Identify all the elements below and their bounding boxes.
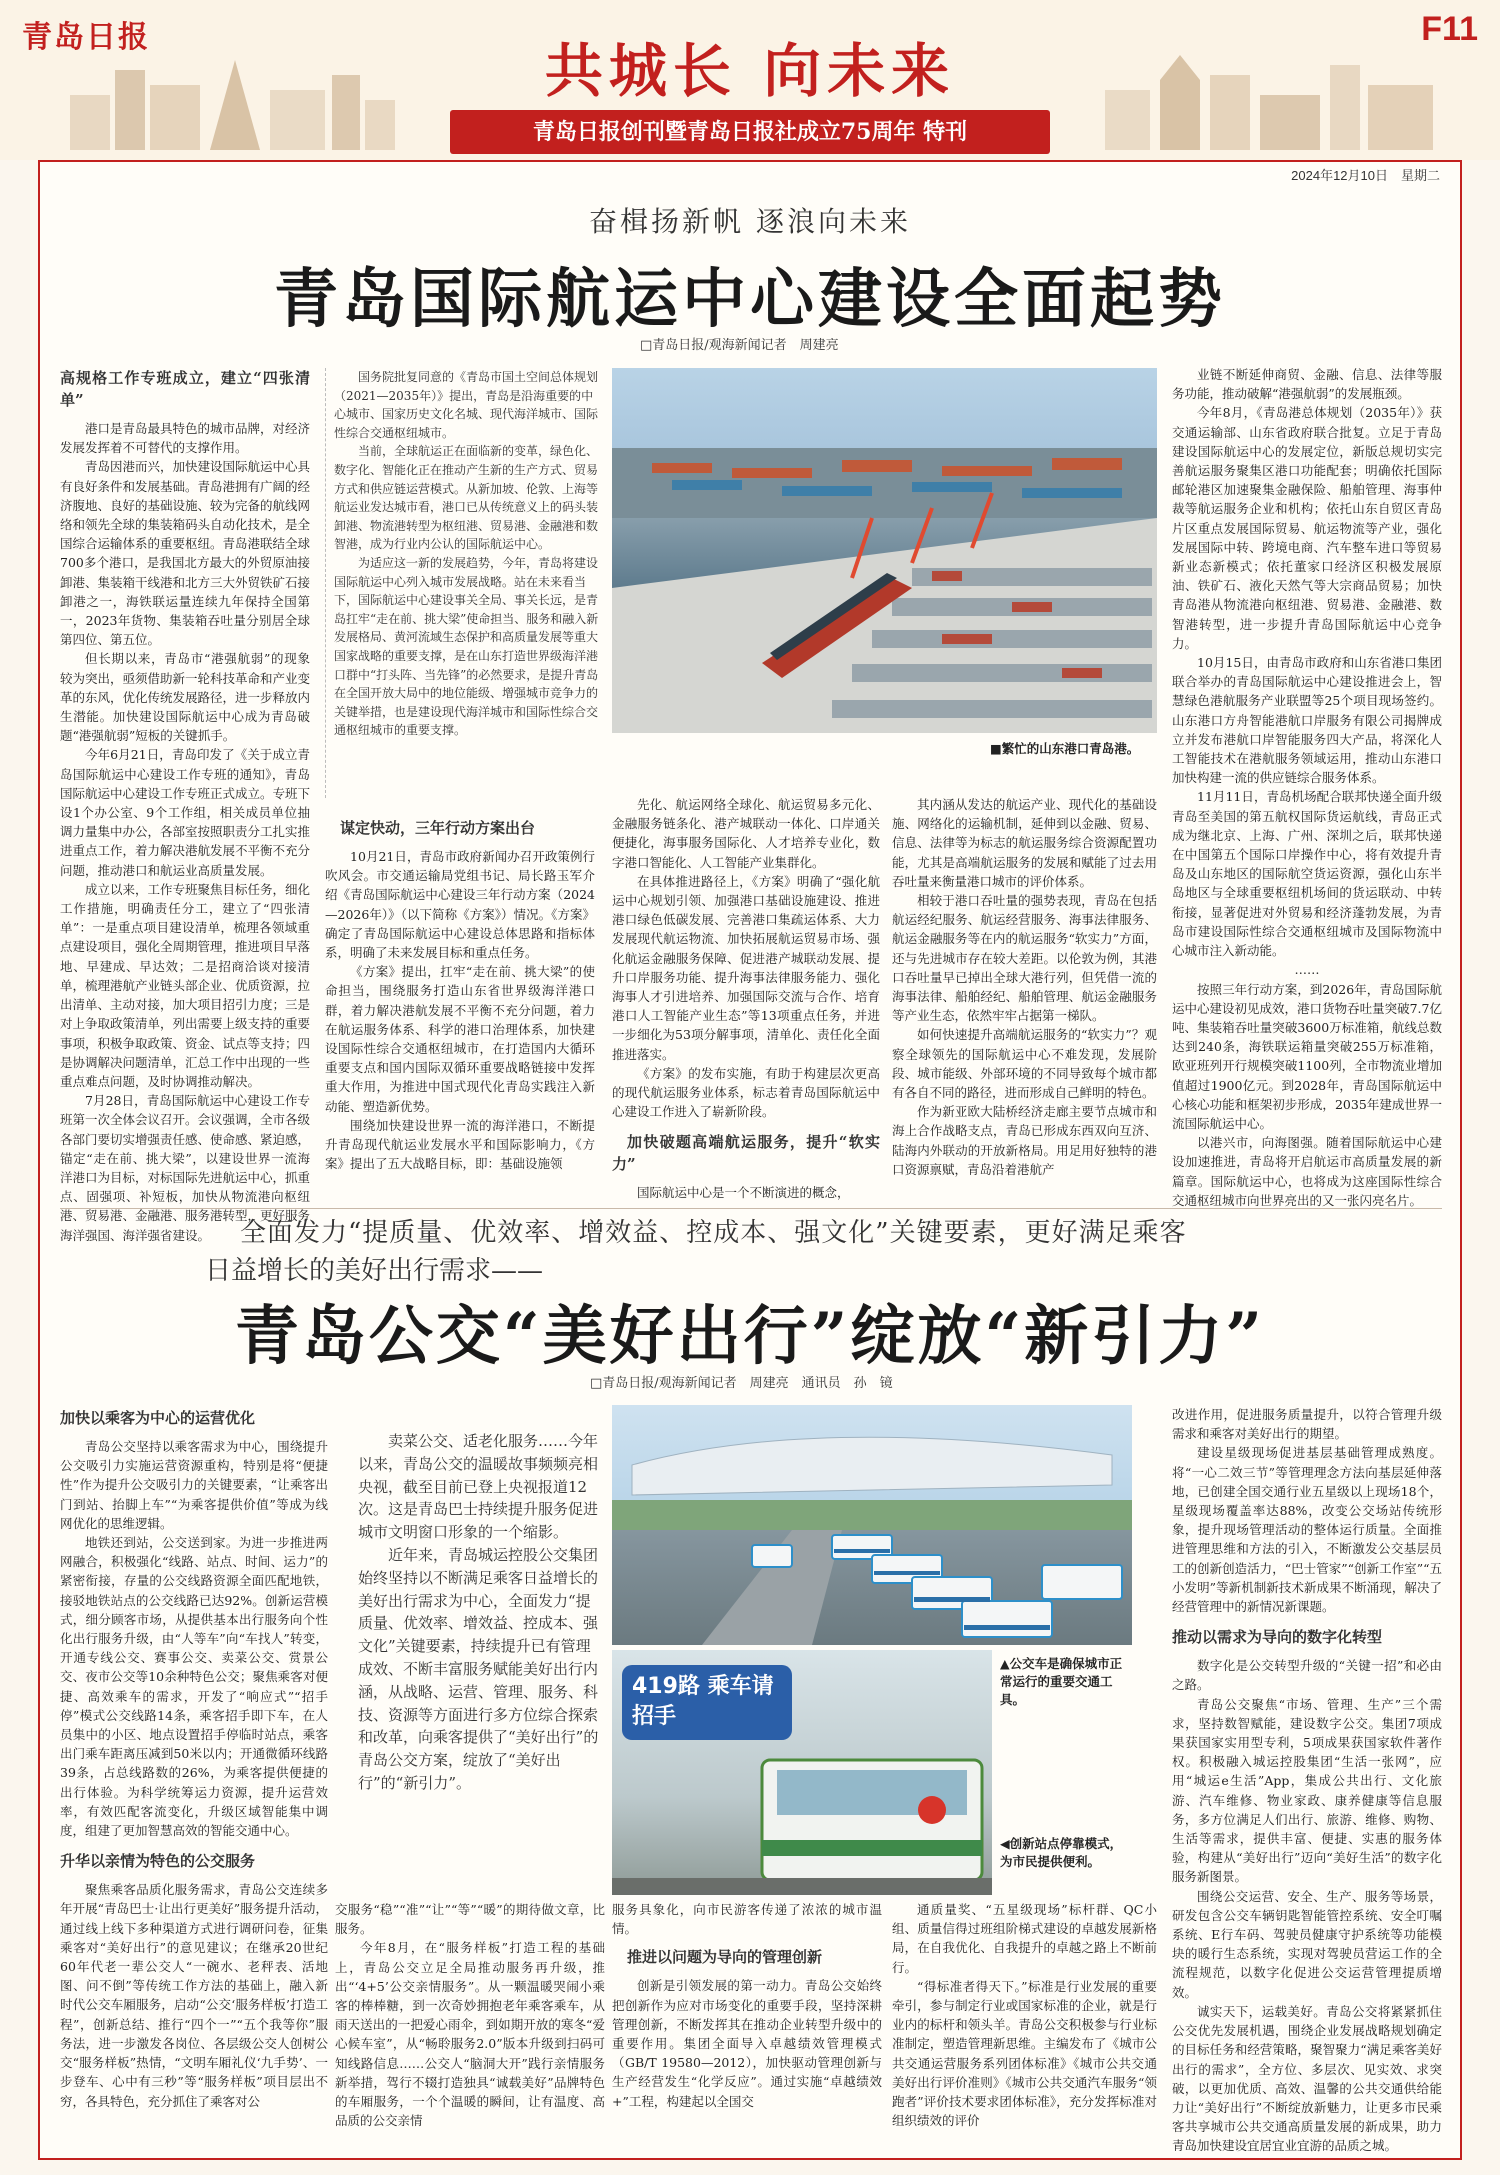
- sidebar-paragraph: 卖菜公交、适老化服务……今年以来，青岛公交的温暖故事频频亮相央视，截至目前已登上央视报道12次。这是青岛巴士持续提升服务促进城市文明窗口形象的一个缩影。: [358, 1432, 599, 1542]
- paragraph: 建设星级现场促进基层基础管理成熟度。将“一心二效三节”等管理理念方法向基层延伸落地，已创建全国交通行业五星级以上现场18个，星级现场覆盖率达88%，改变公交场站传统形象，提升现场管理活动的整体运行质量。全面推进管理思维和方法的引入，不断激发公交基层员工的创新创造活力，“巴士管家”“创新工作室”“五小发明”等新机制新技术新成果不断涌现，解决了经营管理中的新情况新课题。: [1172, 1445, 1442, 1615]
- paragraph: 在具体推进路径上，《方案》明确了“强化航运中心规划引领、加强港口基础设施建设、推进港口绿色低碳发展、完善港口集疏运体系、大力发展现代航运物流、加快拓展航运贸易市场、强化航运金融服务保障、促进港产城联动发展、提升口岸服务功能、提升海事法律服务能力、强化海事人才引进培养、加强国际交流与合作、培育港口人工智能产业生态”等13项重点任务，并进一步细化为53项分解事项，清单化、责任化全面推进落实。: [612, 873, 880, 1062]
- paragraph: 地铁还到站，公交送到家。为进一步推进两网融合，积极强化“线路、站点、时间、运力”的紧密衔接，存量的公交线路资源全面匹配地铁，接驳地铁站点的公交线路已达92%。创新运营模式，细分顾客市场，从提供基本出行服务向个性化出行服务升级，由“人等车”向“车找人”转变，开通专线公交、赛事公交、卖菜公交、赏景公交、夜市公交等10余种特色公交；聚焦乘客对便捷、高效乘车的需求，开发了“响应式”“招手停”模式公交线路14条，乘客招手即下车，在人员集中的小区、地点设置招手停临时站点，乘客出门乘车距离压减到50米以内；开通微循环线路39条，占总线路数的26%，为乘客提供便捷的出行体验。为科学统筹运力资源，提升运营效率，有效匹配客流变化，升级区域智能集中调度，组建了更加智慧高效的智能交通中心。: [60, 1535, 328, 1839]
- paragraph: 国际航运中心是一个不断演进的概念，: [637, 1185, 850, 1201]
- paragraph: 改进作用，促进服务质量提升，以符合管理升级需求和乘客对美好出行的期望。: [1172, 1407, 1442, 1442]
- paragraph: 青岛公交聚焦“市场、管理、生产”三个需求，坚持数智赋能，建设数字公交。集团7项成果获国家实用型专利，5项成果获国家软件著作权。积极融入城运控股集团“生活一张网”，应用“城运e生活”App，集成公共出行、文化旅游、汽车维修、物业家政、康养健康等信息服务，多方位满足人们出行、旅游、维修、购物、生活等需求，提供丰富、便捷、实惠的服务体验，构建从“美好出行”迈向“美好生活”的数字化服务新图景。: [1172, 1696, 1442, 1885]
- paragraph: 交服务“稳”“准”“让”“等”“暖”的期待做文章，比服务。: [335, 1902, 605, 1937]
- paragraph: 服务具象化，向市民游客传递了浓浓的城市温情。: [612, 1902, 882, 1937]
- paragraph: 以港兴市，向海图强。随着国际航运中心建设加速推进，青岛将开启航运市高质量发展的新篇章。国际航运中心，也将成为这座国际性综合交通枢纽城市向世界亮出的又一张闪亮名片。: [1172, 1135, 1442, 1208]
- sidebar-paragraph: 近年来，青岛城运控股公交集团始终坚持以不断满足乘客日益增长的美好出行需求为中心，全面发力“提质量、优效率、增效益、控成本、强文化”关键要素，持续提升已有管理成效、不断丰富服务赋能美好出行内涵，从战略、运营、管理、服务、科技、资源等方面进行多方位综合探索和改革，向乘客提供了“美好出行”的青岛公交方案，绽放了“美好出行”的“新引力”。: [358, 1545, 599, 1792]
- paragraph: 诚实天下，运载美好。青岛公交将紧紧抓住公交优先发展机遇，围绕企业发展战略规划确定的目标任务和经营策略，聚智聚力“满足乘客美好出行的需求”，全方位、多层次、见实效、求突破，以更加优质、高效、温馨的公共交通供给能力让“美好出行”不断绽放新魅力，让更多市民乘客共享城市公共交通高质量发展的新成果，助力青岛加快建设宜居宜业宜游的品质之城。: [1172, 2003, 1442, 2154]
- article1-column-5: [1172, 365, 1442, 1255]
- article2-headline: 青岛公交“美好出行”绽放“新引力”: [234, 1299, 1266, 1374]
- paragraph: 成立以来，工作专班聚焦目标任务，细化工作措施，明确责任分工，建立了“四张清单”：一是重点项目建设清单，梳理各领域重点建设项目，强化全周期管理，推进项目早落地、早建成、早达效；二是招商洽谈对接清单，梳理港航产业链头部企业、优质资源，拉出清单、主动对接，加大项目招引力度；三是对上争取政策清单，列出需要上级支持的重要事项，积极争取政策、资金、试点等支持；四是协调解决问题清单，汇总工作中出现的一些重点难点问题，及时协调推动解决。: [60, 881, 311, 1089]
- article1-byline: □青岛日报/观海新闻记者 周建亮: [640, 338, 839, 353]
- paragraph: “得标准者得天下。”标准是行业发展的重要牵引，参与制定行业或国家标准的企业，就是行业内的标杆和领头羊。青岛公交积极参与行业标准制定，塑造管理新思维。主编发布了《城市公共交通运营服务系列团体标准》《城市公共交通美好出行评价准则》《城市公共交通汽车服务“领跑者”评价技术要求团体标准》，充分发挥标准对组织绩效的评价: [892, 1978, 1157, 2129]
- port-photo: [612, 368, 1157, 733]
- paragraph: 7月28日，青岛国际航运中心建设工作专班第一次全体会议召开。会议强调，全市各级各部门要切实增强责任感、使命感、紧迫感，锚定“走在前、挑大梁”，以建设世界一流海洋港口为目标，对标国际先进航运中心，抓重点、固强项、补短板，加快从物流港向枢纽港、贸易港、金融港、服务港转型，更好服务海洋强国、海洋强省建设。: [60, 1093, 311, 1243]
- paragraph: 今年6月21日，青岛印发了《关于成立青岛国际航运中心建设工作专班的通知》，青岛国际航运中心建设工作专班正式成立。专班下设1个办公室、9个工作组，相关成员单位抽调力量集中办公，各部室按照职责分工扎实推进重点工作，着力解决港航发展不平衡不充分问题，推动港口和航运业高质量发展。: [60, 747, 311, 878]
- paragraph: 青岛因港而兴，加快建设国际航运中心具有良好条件和发展基础。青岛港拥有广阔的经济腹地、良好的基础设施、较为完备的航线网络和领先全球的集装箱码头自动化技术，是全国综合运输体系的重要枢纽。青岛港联结全球700多个港口，是我国北方最大的外贸原油接卸港、集装箱干线港和北方三大外贸铁矿石接卸港之一，海铁联运量连续九年保持全国第一，2023年货物、集装箱吞吐量分别居全球第四位、第五位。: [60, 459, 311, 648]
- article2-column-4: [892, 1900, 1157, 2145]
- paragraph: 但长期以来，青岛市“港强航弱”的现象较为突出，亟须借助新一轮科技革命和产业变革的东风，优化传统发展路径，进一步释放内生潜能。加快建设国际航运中心成为青岛破题“港强航弱”短板的关键抓手。: [60, 651, 311, 744]
- paragraph: 先化、航运网络全球化、航运贸易多元化、金融服务链条化、港产城联动一体化、口岸通关便捷化，海事服务国际化、人才培养专业化，数字港口智能化、人工智能产业集群化。: [612, 797, 880, 870]
- article1-column-1: [60, 365, 310, 1255]
- port-photo-illustration: [612, 368, 1157, 733]
- article1-column-3: [612, 795, 880, 1255]
- paragraph: 今年8月，在“服务样板”打造工程的基础上，青岛公交立足全局推动服务再升级，推出“‘4+5’公交亲情服务”。从一颗温暖哭闹小乘客的棒棒糖，到一次奇妙拥抱老年乘客乘车，从雨天送出的一把爱心雨伞，到如期开放的寒冬“爱心候车室”，从“畅聆服务2.0”版本升级到扫码可知线路信息……公交人“脑洞大开”践行亲情服务新举措，驾行不辍打造独具“诚载美好”品牌特色的车厢服务，一个个温暖的瞬间，让有温度、高品质的公交亲情: [335, 1940, 605, 2129]
- bus-depot-illustration: [612, 1405, 1132, 1645]
- paragraph: 青岛公交坚持以乘客需求为中心，围绕提升公交吸引力实施运营资源重构，特别是将“便捷性”作为提升公交吸引力的关键要素，“让乘客出门到站、抬脚上车”“为乘客提供价值”等成为线网优化的思维逻辑。: [60, 1439, 328, 1531]
- bus-photo-caption-2: ◀创新站点停靠模式，为市民提供便利。: [1000, 1836, 1123, 1869]
- article2-byline: □青岛日报/观海新闻记者 周建亮 通讯员 孙 镜: [590, 1376, 893, 1391]
- paragraph: 今年8月，《青岛港总体规划（2035年）》获交通运输部、山东省政府联合批复。立足于青岛建设国际航运中心的发展定位，新版总规切实完善航运服务聚集区港口功能配套；明确依托国际邮轮港区加速聚集金融保险、船舶管理、海事仲裁等航运服务企业和机构；依托山东自贸区青岛片区重点发展国际贸易、航运物流等产业，强化发展国际中转、跨境电商、汽车整车进口等贸易新业态新模式；依托董家口经济区积极发展原油、铁矿石、液化天然气等大宗商品贸易；加快青岛港从物流港向枢纽港、贸易港、金融港、数智港转型，进一步提升青岛国际航运中心竞争力。: [1172, 405, 1442, 651]
- article2-subhead-2: 升华以亲情为特色的公交服务: [60, 1852, 256, 1871]
- article2-column-5: [1172, 1405, 1442, 2154]
- article1-sidebar-box: [325, 368, 600, 798]
- bus-stop-photo: [612, 1650, 992, 1895]
- article2-subhead-1: 加快以乘客为中心的运营优化: [60, 1409, 256, 1427]
- paragraph: ……: [1294, 962, 1320, 978]
- paragraph: 《方案》提出，扛牢“走在前、挑大梁”的使命担当，围绕服务打造山东省世界级海洋港口群，着力解决港航发展不平衡不充分问题，着力在航运服务体系、科学的港口治理体系，加快建设国际性综合交通枢纽城市，在打造国内大循环重要支点和国内国际双循环重要战略链接中发挥重大作用，为推进中国式现代化青岛实践注入新动能、塑造新优势。: [325, 964, 595, 1114]
- paragraph: 10月15日，由青岛市政府和山东省港口集团联合举办的青岛国际航运中心建设推进会上，智慧绿色港航服务产业联盟等25个项目现场签约。山东港口方舟智能港航口岸服务有限公司揭牌成立并发布港航口岸智能服务四大产品，将深化人工智能技术在港航服务领域运用，推动山东港口加快构建一流的供应链综合服务体系。: [1172, 655, 1442, 786]
- paragraph: 数字化是公交转型升级的“关键一招”和必由之路。: [1172, 1658, 1442, 1693]
- sidebar-paragraph: 为适应这一新的发展趋势，今年，青岛将建设国际航运中心列入城市发展战略。站在未来看当下，国际航运中心建设事关全局、事关长远，是青岛扛牢“走在前、挑大梁”使命担当、服务和融入新发展格局、黄河流域生态保护和高质量发展等重大国家战略的重要支撑，是在山东打造世界级海洋港口群中“打头阵、当先锋”的必然要求，是提升青岛在全国开放大局中的地位能级、增强城市竞争力的关键举措，也是建设现代海洋城市和国际性综合交通枢纽城市的重要支撑。: [334, 555, 599, 738]
- article1-kicker: 奋楫扬新帆 逐浪向未来: [589, 205, 911, 238]
- paragraph: 作为新亚欧大陆桥经济走廊主要节点城市和海上合作战略支点，青岛已形成东西双向互济、陆海内外联动的开放新格局。用足用好独特的港口资源禀赋，青岛沿着港航产: [892, 1104, 1157, 1177]
- article1-column-4: [892, 795, 1157, 1255]
- article2-column-3: [612, 1900, 882, 2145]
- article2-subhead-4: 推动以需求为导向的数字化转型: [1172, 1628, 1383, 1647]
- article1-subhead-2: 谋定快动，三年行动方案出台: [340, 819, 536, 837]
- paragraph: 业链不断延伸商贸、金融、信息、法律等服务功能，推动破解“港强航弱”的发展瓶颈。: [1172, 367, 1442, 402]
- paragraph: 《方案》的发布实施，有助于构建层次更高的现代航运服务业体系，标志着青岛国际航运中心建设工作进入了崭新阶段。: [612, 1065, 880, 1120]
- article1-subhead-1: 高规格工作专班成立，建立“四张清单”: [60, 369, 310, 409]
- anniversary-banner: 青岛日报创刊暨青岛日报社成立75周年 特刊: [450, 110, 1050, 154]
- paragraph: 如何快速提升高端航运服务的“软实力”？观察全球领先的国际航运中心不难发现，发展阶段、城市能级、外部环境的不同导致每个城市都有各自不同的路径，进而形成自己鲜明的特色。: [892, 1027, 1157, 1101]
- paragraph: 10月21日，青岛市政府新闻办召开政策例行吹风会。市交通运输局党组书记、局长路玉军介绍《青岛国际航运中心建设三年行动方案（2024—2026年）》（以下简称《方案》）情况。《方案》确定了青岛国际航运中心建设总体思路和指标体系，明确了未来发展目标和重点任务。: [325, 849, 595, 961]
- article1-subhead-3: 加快破题高端航运服务，提升“软实力”: [612, 1133, 880, 1174]
- article1-column-2: [325, 815, 595, 1255]
- bus-depot-photo: [612, 1405, 1132, 1645]
- article2-column-1: [60, 1405, 328, 2145]
- paragraph: 按照三年行动方案，到2026年，青岛国际航运中心建设初见成效，港口货物吞吐量突破7.7亿吨、集装箱吞吐量突破3600万标准箱，航线总数达到240条，海铁联运箱量突破255万标准箱，欧亚班列开行规模突破1100列，全市物流业增加值超过1900亿元。到2028年，青岛国际航运中心核心功能和框架初步形成，2035年建成世界一流国际航运中心。: [1172, 981, 1442, 1131]
- article2-subhead-3: 推进以问题为导向的管理创新: [627, 1948, 823, 1967]
- paragraph: 其内涵从发达的航运产业、现代化的基础设施、网络化的运输机制，延伸到以金融、贸易、信息、法律等为标志的航运服务综合资源配置功能，尤其是高端航运服务的发展和赋能了过去用吞吐量来衡量港口城市的评价体系。: [892, 797, 1157, 889]
- masthead: [0, 0, 1500, 160]
- paragraph: 相较于港口吞吐量的强势表现，青岛在包括航运经纪服务、航运经营服务、海事法律服务、航运金融服务等在内的航运服务“软实力”方面，还与先进城市存在较大差距。以伦敦为例，其港口吞吐量早已掉出全球大港行列，但凭借一流的海事法律、船舶经纪、船舶管理、航运金融服务等产业生态，依然牢牢占据第一梯队。: [892, 893, 1157, 1024]
- paragraph: 11月11日，青岛机场配合联邦快递全面升级青岛至美国的第五航权国际货运航线，青岛正式成为继北京、上海、广州、深圳之后，联邦快递在中国第五个国际口岸操作中心，将有效提升青岛及山东地区的国际航空货运资源，强化山东半岛地区与全球重要枢纽机场间的货运联动、中转衔接，显著促进对外贸易和经济蓬勃发展，为青岛市建设国际性综合交通枢纽城市及国际物流中心城市注入新动能。: [1172, 789, 1442, 959]
- bus-stop-sign: 419路 乘车请招手: [632, 1674, 774, 1729]
- issue-date: 2024年12月10日 星期二: [1291, 168, 1440, 183]
- paragraph: 聚焦乘客品质化服务需求，青岛公交连续多年开展“青岛巴士·让出行更美好”服务提升活动，通过线上线下多种渠道方式进行调研问卷，征集乘客对“美好出行”的意见建议；在继承20世纪60年代老一辈公交人“一碗水、老秤表、活地图、问不倒”等传统工作方法的基础上，融入新时代公交车厢服务，启动“公交‘服务样板’打造工程”，创新总结、推行“四个一”“五个我等你”服务法，进一步激发各岗位、各层级公交人创树公交“服务样板”热情，“文明车厢礼仪‘九手势’、一步登车、心中有三秒”等“服务样板”项目层出不穷，各具特色，充分抓住了乘客对公: [60, 1882, 328, 2109]
- sidebar-paragraph: 国务院批复同意的《青岛市国土空间总体规划（2021—2035年）》提出，青岛是沿海重要的中心城市、国家历史文化名城、现代海洋城市、国际性综合交通枢纽城市。: [334, 370, 599, 440]
- page-number: F11: [1421, 10, 1478, 48]
- article2-kicker-line2: 日益增长的美好出行需求——: [205, 1256, 544, 1286]
- paragraph: 围绕加快建设世界一流的海洋港口，不断提升青岛现代航运业发展水平和国际影响力，《方案》提出了五大战略目标，即：基础设施领: [325, 1117, 595, 1172]
- special-issue-slogan: 共城长 向未来: [544, 37, 956, 105]
- paragraph: 围绕公交运营、安全、生产、服务等场景，研发包含公交车辆钥匙智能管控系统、安全叮嘱系统、E行车码、驾驶员健康守护系统等功能模块的暖行生态系统，实现对驾驶员营运工作的全流程规范，以数字化促进公交运营管理提质增效。: [1172, 1888, 1442, 2000]
- paragraph: 港口是青岛最具特色的城市品牌，对经济发展发挥着不可替代的支撑作用。: [60, 421, 311, 456]
- section-divider: [60, 1208, 1442, 1209]
- paragraph: 通质量奖、“五星级现场”标杆群、QC小组、质量信得过班组阶梯式建设的卓越发展新格局，在自我优化、自我提升的卓越之路上不断前行。: [892, 1902, 1157, 1975]
- newspaper-logo: 青岛日报: [22, 20, 150, 55]
- article2-kicker-line1: 全面发力“提质量、优效率、增效益、控成本、强文化”关键要素，更好满足乘客: [240, 1218, 1187, 1248]
- article2-column-2: [335, 1900, 605, 2145]
- port-photo-caption: ■繁忙的山东港口青岛港。: [990, 741, 1140, 756]
- bus-photo-caption-1: ▲公交车是确保城市正常运行的重要交通工具。: [1000, 1656, 1123, 1707]
- article1-headline: 青岛国际航运中心建设全面起势: [274, 262, 1226, 337]
- paragraph: 创新是引领发展的第一动力。青岛公交始终把创新作为应对市场变化的重要手段，坚持深耕管理创新，不断发挥其在推动企业转型升级中的重要作用。集团全面导入卓越绩效管理模式（GB/T 19580—2012），加快驱动管理创新与生产经营发生“化学反应”。通过实施“卓越绩效+”工程，构建起以全国交: [612, 1978, 882, 2109]
- sidebar-paragraph: 当前，全球航运正在面临新的变革，绿色化、数字化、智能化正在推动产生新的生产方式、贸易方式和供应链运营模式。从新加坡、伦敦、上海等航运业发达城市看，港口已从传统意义上的码头装卸港、物流港转型为枢纽港、贸易港、金融港和数智港，成为行业内公认的国际航运中心。: [334, 444, 599, 552]
- article2-sidebar-box: [350, 1430, 602, 1860]
